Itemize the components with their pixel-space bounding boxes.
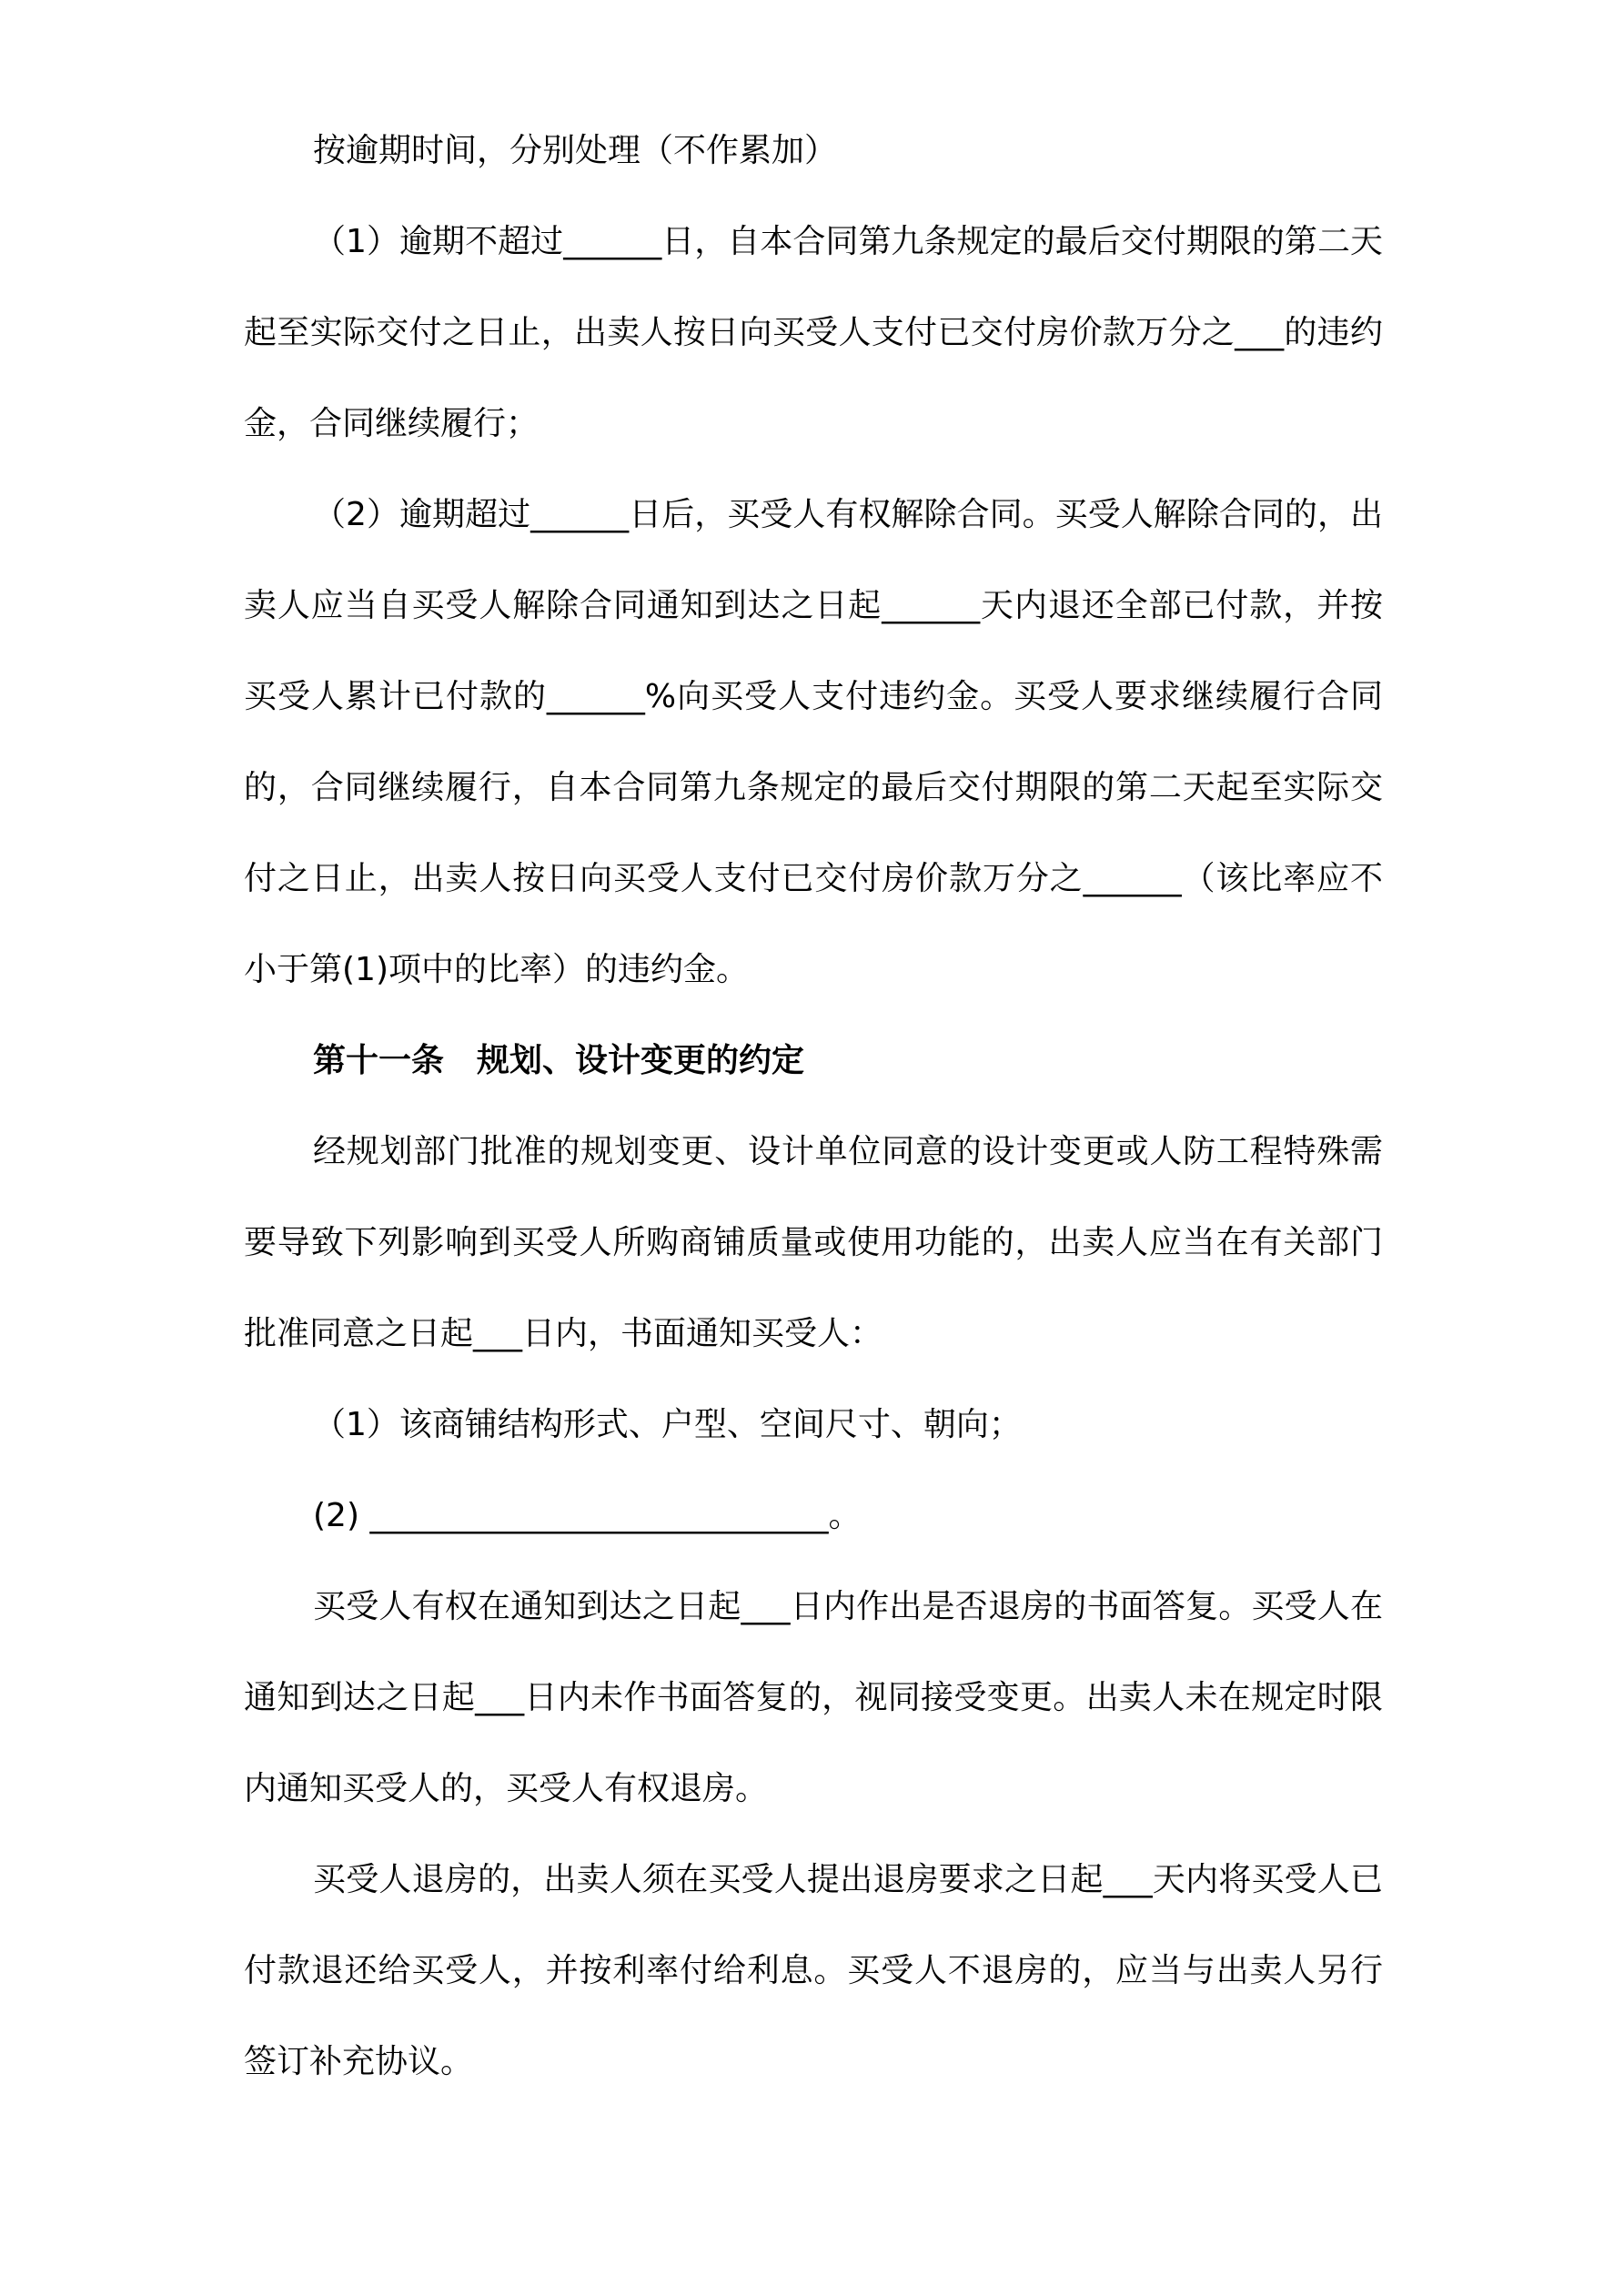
paragraph-overdue-clause-2: （2）逾期超过______日后，买受人有权解除合同。买受人解除合同的，出卖人应当自买受人解除合同通知到达之日起______天内退还全部已付款，并按买受人累计已付款的______%向买受人支付违约金。买受人要求继续履行合同的，合同继续履行，自本合同第九条规定的最后交付期限的第二天起至实际交付之日止，出卖人按日向买受人支付已交付房价款万分之______（该比率应不小于第(1)项中的比率）的违约金。 — [244, 496, 1383, 988]
paragraph-overdue-handling-intro: 按逾期时间，分别处理（不作累加） — [313, 132, 838, 169]
paragraph-design-change-item-1: （1）该商铺结构形式、户型、空间尺寸、朝向； — [313, 1406, 1022, 1443]
document-content — [244, 106, 1383, 2108]
paragraph-design-change-item-2-blank: (2) ____________________________。 — [313, 1497, 862, 1534]
paragraph-refund-and-supplement-agreement: 买受人退房的，出卖人须在买受人提出退房要求之日起___天内将买受人已付款退还给买受人，并按利率付给利息。买受人不退房的，应当与出卖人另行签订补充协议。 — [244, 1861, 1383, 2080]
paragraph-buyer-reply-rights: 买受人有权在通知到达之日起___日内作出是否退房的书面答复。买受人在通知到达之日起___日内未作书面答复的，视同接受变更。出卖人未在规定时限内通知买受人的，买受人有权退房。 — [244, 1588, 1383, 1807]
paragraph-overdue-clause-1: （1）逾期不超过______日，自本合同第九条规定的最后交付期限的第二天起至实际交付之日止，出卖人按日向买受人支付已交付房价款万分之___的违约金，合同继续履行； — [244, 223, 1383, 442]
paragraph-design-change-notice: 经规划部门批准的规划变更、设计单位同意的设计变更或人防工程特殊需要导致下列影响到买受人所购商铺质量或使用功能的，出卖人应当在有关部门批准同意之日起___日内，书面通知买受人： — [244, 1133, 1383, 1352]
section-heading-article-11: 第十一条 规划、设计变更的约定 — [313, 1042, 805, 1079]
